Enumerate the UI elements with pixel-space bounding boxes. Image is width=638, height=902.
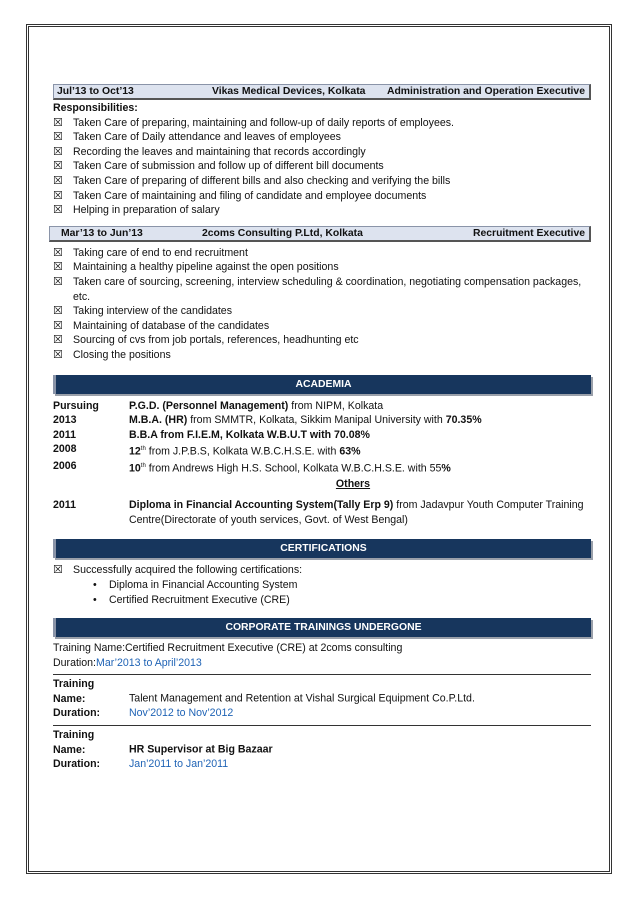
responsibility-text: Taken Care of submission and follow up of different bill documents: [73, 160, 384, 173]
responsibility-item: [53, 333, 591, 348]
checkbox-tick-icon: ☒: [53, 160, 63, 173]
others-course: Diploma in Financial Accounting System(Tally Erp 9): [129, 499, 394, 512]
training-block: [53, 674, 591, 721]
checkbox-tick-icon: ☒: [53, 145, 63, 158]
job-1-responsibilities: [53, 116, 591, 218]
training-block: [53, 641, 591, 670]
academia-course: 10: [129, 462, 141, 475]
responsibility-text: Closing the positions: [73, 348, 171, 361]
resume-content: [53, 84, 591, 772]
responsibility-text: Taken care of sourcing, screening, interview scheduling & coordination, negotiating compensation packages, etc.: [73, 275, 582, 303]
responsibility-item: [53, 145, 591, 160]
responsibility-item: [53, 159, 591, 174]
academia-row: [53, 413, 591, 428]
checkbox-tick-icon: ☒: [53, 131, 63, 144]
training-duration-label: Duration:: [53, 758, 101, 771]
academia-course: B.B.A from F.I.E.M, Kolkata W.B.U.T with 70.08%: [129, 428, 370, 441]
training-duration-label: Duration:: [53, 656, 96, 669]
academia-year: Pursuing: [53, 399, 99, 412]
others-institute: from Jadavpur Youth Computer Training Centre(Directorate of youth services, Govt. of West Bengal): [129, 499, 584, 526]
responsibility-text: Maintaining of database of the candidates: [73, 319, 270, 332]
training-duration: Jan’2011 to Jan’2011: [129, 758, 229, 771]
responsibility-text: Taken Care of maintaining and filing of candidate and employee documents: [73, 189, 427, 202]
responsibility-item: [53, 275, 591, 304]
certifications-intro-text: Successfully acquired the following certifications:: [73, 564, 303, 577]
training-name-row: [53, 677, 591, 706]
certifications-list: [53, 578, 591, 607]
responsibility-item: [53, 260, 591, 275]
training-block: [53, 725, 591, 772]
training-duration-row: [53, 706, 591, 721]
academia-year: 2011: [53, 428, 76, 441]
job-role: Administration and Operation Executive: [386, 86, 585, 97]
ordinal-suffix: th: [140, 446, 146, 453]
ordinal-suffix: th: [140, 463, 146, 470]
training-name-row: [53, 641, 591, 656]
responsibility-item: [53, 116, 591, 131]
round-bullet-icon: •: [93, 593, 97, 606]
training-name: Talent Management and Retention at Vishal Surgical Equipment Co.P.Ltd.: [129, 692, 475, 705]
checkbox-tick-icon: ☒: [53, 275, 63, 288]
responsibility-text: Taken Care of preparing of different bills and also checking and verifying the bills: [73, 174, 451, 187]
academia-institute: from NIPM, Kolkata: [288, 399, 384, 412]
training-name-label: Training Name:: [53, 678, 95, 705]
certification-text: Diploma in Financial Accounting System: [109, 578, 298, 591]
others-year: 2011: [53, 499, 76, 512]
training-name-label: Training Name:: [53, 729, 95, 756]
academia-row: [53, 459, 591, 476]
responsibility-text: Helping in preparation of salary: [73, 204, 220, 217]
academia-institute: from J.P.B.S, Kolkata W.B.C.H.S.E. with: [145, 445, 340, 458]
training-name: Certified Recruitment Executive (CRE) at 2coms consulting: [125, 642, 403, 655]
certifications-intro: [53, 563, 591, 578]
checkbox-tick-icon: ☒: [53, 261, 63, 274]
checkbox-tick-icon: ☒: [53, 189, 63, 202]
job-period: Jul’13 to Oct’13: [57, 86, 134, 97]
responsibility-item: [53, 189, 591, 204]
responsibility-item: [53, 203, 591, 218]
responsibility-text: Taken Care of Daily attendance and leaves of employees: [73, 131, 341, 144]
academia-list: [53, 399, 591, 477]
responsibility-text: Taken Care of preparing, maintaining and follow-up of daily reports of employees.: [73, 116, 454, 129]
job-header-1: [53, 84, 591, 100]
job-period: Mar’13 to Jun’13: [61, 227, 143, 239]
checkbox-tick-icon: ☒: [53, 334, 63, 347]
checkbox-tick-icon: ☒: [53, 319, 63, 332]
responsibility-item: [53, 174, 591, 189]
job-role: Recruitment Executive: [472, 227, 585, 239]
checkbox-tick-icon: ☒: [53, 246, 63, 259]
checkbox-tick-icon: ☒: [53, 116, 63, 129]
trainings-list: [53, 641, 591, 772]
academia-year: 2008: [53, 443, 77, 456]
certifications-heading: CERTIFICATIONS: [53, 539, 591, 558]
checkbox-tick-icon: ☒: [53, 174, 63, 187]
academia-course: 12: [129, 445, 141, 458]
academia-row: [53, 399, 591, 414]
academia-institute: from Andrews High H.S. School, Kolkata W.B.C.H.S.E. with 55: [145, 462, 442, 475]
others-heading: [53, 477, 591, 492]
checkbox-tick-icon: ☒: [53, 305, 63, 318]
training-duration: Mar’2013 to April’2013: [96, 656, 202, 669]
certification-item: [53, 593, 591, 608]
academia-year: 2013: [53, 414, 77, 427]
round-bullet-icon: •: [93, 578, 97, 591]
certification-item: [53, 578, 591, 593]
responsibility-text: Recording the leaves and maintaining that records accordingly: [73, 145, 366, 158]
academia-course: M.B.A. (HR): [129, 414, 188, 427]
academia-heading: ACADEMIA: [53, 375, 591, 394]
responsibility-item: [53, 348, 591, 363]
academia-year: 2006: [53, 460, 77, 473]
academia-score: %: [441, 462, 451, 475]
responsibility-text: Maintaining a healthy pipeline against the open positions: [73, 261, 339, 274]
responsibility-text: Sourcing of cvs from job portals, references, headhunting etc: [73, 334, 359, 347]
responsibility-item: [53, 319, 591, 334]
checkbox-tick-icon: ☒: [53, 204, 63, 217]
responsibility-item: [53, 130, 591, 145]
training-duration-row: [53, 656, 591, 671]
job-company: Vikas Medical Devices, Kolkata: [212, 86, 366, 97]
training-name-label: Training Name:: [53, 642, 126, 655]
job-company: 2coms Consulting P.Ltd, Kolkata: [202, 227, 363, 239]
job-header-2: [49, 226, 591, 242]
academia-score: 70.35%: [445, 414, 482, 427]
responsibility-item: [53, 304, 591, 319]
academia-row: [53, 428, 591, 443]
academia-score: 63%: [339, 445, 361, 458]
academia-row: [53, 442, 591, 459]
checkbox-tick-icon: ☒: [53, 348, 63, 361]
certification-text: Certified Recruitment Executive (CRE): [109, 593, 290, 606]
training-duration: Nov’2012 to Nov’2012: [129, 707, 234, 720]
responsibility-text: Taking interview of the candidates: [73, 305, 232, 318]
training-name: HR Supervisor at Big Bazaar: [129, 743, 273, 756]
academia-course: P.G.D. (Personnel Management): [129, 399, 289, 412]
training-duration-row: [53, 757, 591, 772]
responsibility-text: Taking care of end to end recruitment: [73, 246, 248, 259]
others-row: [53, 498, 591, 527]
trainings-heading: CORPORATE TRAININGS UNDERGONE: [53, 618, 591, 637]
others-label: Others: [335, 477, 371, 490]
checkbox-tick-icon: ☒: [53, 564, 63, 577]
responsibilities-heading: Responsibilities:: [53, 102, 138, 114]
responsibility-item: [53, 246, 591, 261]
training-duration-label: Duration:: [53, 707, 101, 720]
training-name-row: [53, 728, 591, 757]
academia-institute: from SMMTR, Kolkata, Sikkim Manipal University with: [187, 414, 446, 427]
job-2-responsibilities: [53, 246, 591, 363]
